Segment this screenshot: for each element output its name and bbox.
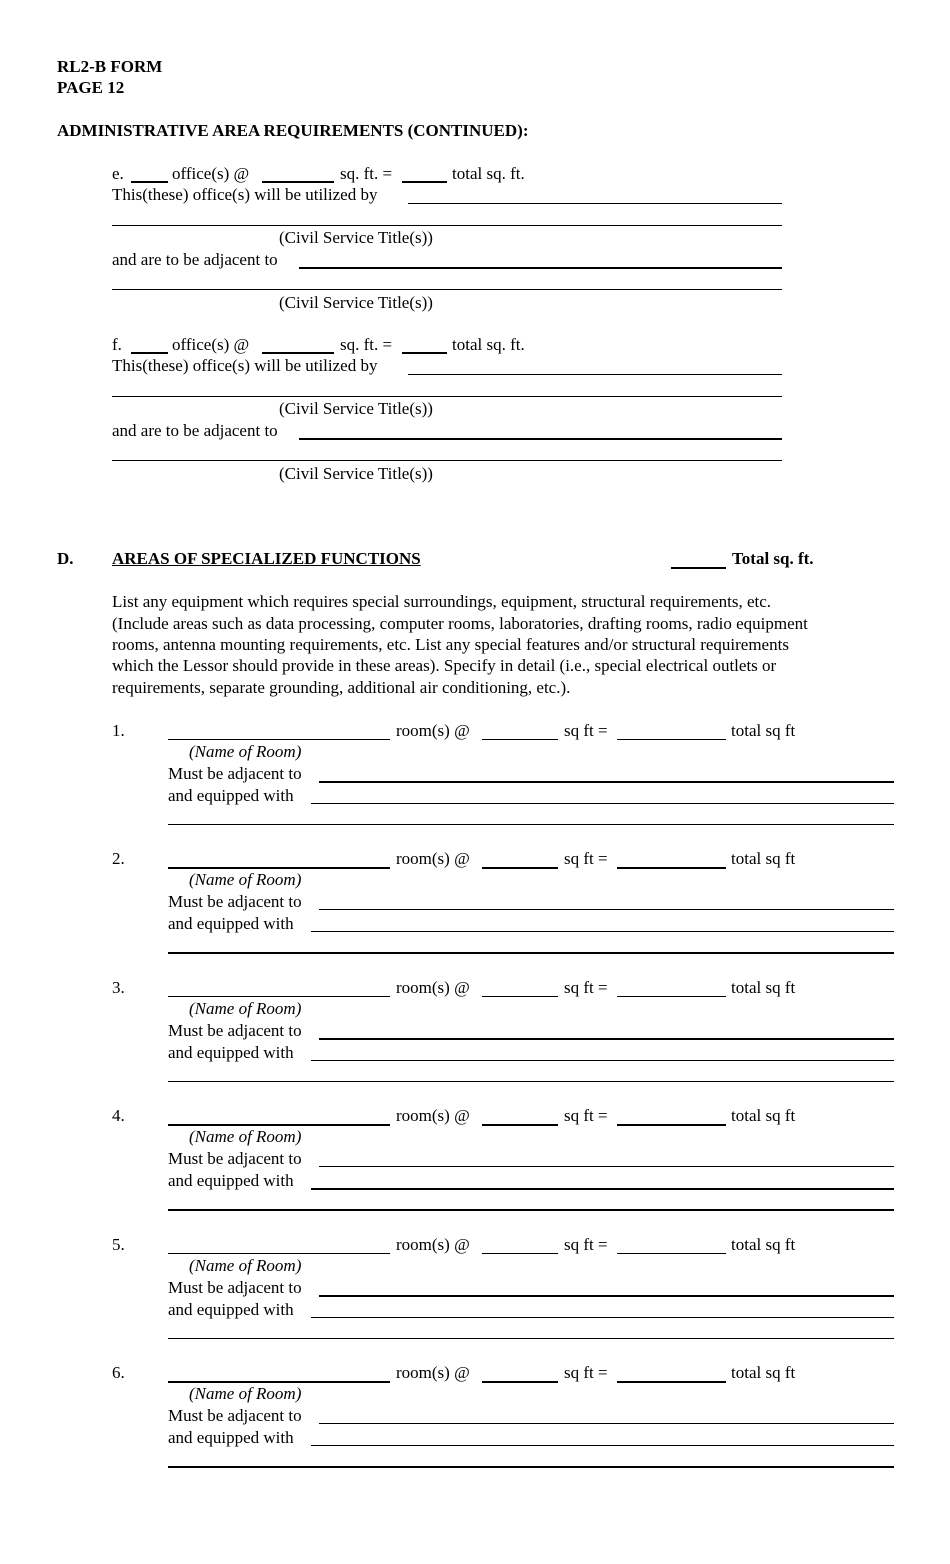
must-be-adjacent-label: Must be adjacent to <box>168 892 302 911</box>
room-adjacent-field[interactable] <box>319 1038 894 1040</box>
total-sqft-field[interactable] <box>402 181 447 183</box>
total-sqft-label: total sq. ft. <box>452 164 525 183</box>
instruction-line: which the Lessor should provide in these areas). Specify in detail (i.e., special electrical outlets or <box>112 656 777 675</box>
adjacent-to-label: and are to be adjacent to <box>112 421 278 440</box>
room-total-sqft-field[interactable] <box>617 739 726 740</box>
item-letter: f. <box>112 335 122 354</box>
room-name-field[interactable] <box>168 1124 390 1126</box>
must-be-adjacent-label: Must be adjacent to <box>168 1278 302 1297</box>
room-total-sqft-field[interactable] <box>617 1381 726 1383</box>
room-equipment-field-line2[interactable] <box>168 1209 894 1211</box>
total-sqft-label: total sq ft <box>731 978 796 997</box>
room-equipment-field-line2[interactable] <box>168 1466 894 1468</box>
room-total-sqft-field[interactable] <box>617 996 726 997</box>
room-equipment-field[interactable] <box>311 1317 894 1318</box>
room-sqft-field[interactable] <box>482 867 558 869</box>
section-d-total-label: Total sq. ft. <box>732 549 814 568</box>
room-adjacent-field[interactable] <box>319 1423 894 1424</box>
must-be-adjacent-label: Must be adjacent to <box>168 1021 302 1040</box>
adjacent-to-field[interactable] <box>299 438 782 440</box>
sqft-equals-label: sq ft = <box>564 721 608 740</box>
admin-section-title: ADMINISTRATIVE AREA REQUIREMENTS (CONTINUED): <box>57 121 529 140</box>
total-sqft-label: total sq ft <box>731 1235 796 1254</box>
instruction-line: rooms, antenna mounting requirements, etc. List any special features and/or structural requirements <box>112 635 789 654</box>
equipped-with-label: and equipped with <box>168 1171 294 1190</box>
rooms-label: room(s) @ <box>396 1235 470 1254</box>
form-id: RL2-B FORM <box>57 57 163 76</box>
instruction-line: requirements, separate grounding, additional air conditioning, etc.). <box>112 678 571 697</box>
name-of-room-caption: (Name of Room) <box>189 870 302 889</box>
utilized-by-field-line2[interactable] <box>112 225 782 226</box>
adjacent-to-field-line2[interactable] <box>112 460 782 461</box>
room-name-field[interactable] <box>168 739 390 740</box>
civil-service-title-caption: (Civil Service Title(s)) <box>279 293 433 312</box>
name-of-room-caption: (Name of Room) <box>189 742 302 761</box>
rooms-label: room(s) @ <box>396 1106 470 1125</box>
room-sqft-field[interactable] <box>482 1253 558 1254</box>
section-d-letter: D. <box>57 549 74 568</box>
room-equipment-field-line2[interactable] <box>168 1081 894 1082</box>
adjacent-to-label: and are to be adjacent to <box>112 250 278 269</box>
room-number: 2. <box>112 849 125 868</box>
total-sqft-label: total sq ft <box>731 721 796 740</box>
sqft-equals-label: sq ft = <box>564 849 608 868</box>
room-sqft-field[interactable] <box>482 996 558 997</box>
total-sqft-label: total sq. ft. <box>452 335 525 354</box>
room-number: 6. <box>112 1363 125 1382</box>
room-number: 1. <box>112 721 125 740</box>
sqft-equals-label: sq ft = <box>564 1106 608 1125</box>
adjacent-to-field[interactable] <box>299 267 782 269</box>
civil-service-title-caption: (Civil Service Title(s)) <box>279 399 433 418</box>
page-number: PAGE 12 <box>57 78 125 97</box>
instruction-line: (Include areas such as data processing, computer rooms, laboratories, drafting rooms, radio equipment <box>112 614 808 633</box>
room-sqft-field[interactable] <box>482 1381 558 1383</box>
office-sqft-field[interactable] <box>262 181 334 183</box>
equipped-with-label: and equipped with <box>168 914 294 933</box>
name-of-room-caption: (Name of Room) <box>189 1127 302 1146</box>
must-be-adjacent-label: Must be adjacent to <box>168 1149 302 1168</box>
room-total-sqft-field[interactable] <box>617 1124 726 1126</box>
room-equipment-field[interactable] <box>311 931 894 932</box>
rooms-label: room(s) @ <box>396 721 470 740</box>
room-equipment-field-line2[interactable] <box>168 1338 894 1339</box>
rooms-label: room(s) @ <box>396 849 470 868</box>
must-be-adjacent-label: Must be adjacent to <box>168 1406 302 1425</box>
room-number: 3. <box>112 978 125 997</box>
room-name-field[interactable] <box>168 1253 390 1254</box>
equipped-with-label: and equipped with <box>168 786 294 805</box>
name-of-room-caption: (Name of Room) <box>189 999 302 1018</box>
total-sqft-field[interactable] <box>402 352 447 354</box>
room-adjacent-field[interactable] <box>319 909 894 910</box>
room-equipment-field[interactable] <box>311 1060 894 1061</box>
utilized-by-field[interactable] <box>408 374 782 375</box>
offices-label: office(s) @ <box>172 335 250 354</box>
sqft-equals-label: sq ft = <box>564 1363 608 1382</box>
room-equipment-field[interactable] <box>311 803 894 804</box>
total-sqft-label: total sq ft <box>731 1106 796 1125</box>
total-sqft-label: total sq ft <box>731 1363 796 1382</box>
utilized-by-field-line2[interactable] <box>112 396 782 397</box>
utilized-by-field[interactable] <box>408 203 782 204</box>
equipped-with-label: and equipped with <box>168 1043 294 1062</box>
sqft-equals-label: sq ft = <box>564 1235 608 1254</box>
section-d-title: AREAS OF SPECIALIZED FUNCTIONS <box>112 549 421 568</box>
adjacent-to-field-line2[interactable] <box>112 289 782 290</box>
utilized-by-label: This(these) office(s) will be utilized by <box>112 356 378 375</box>
sqft-equals-label: sq ft = <box>564 978 608 997</box>
room-adjacent-field[interactable] <box>319 1295 894 1297</box>
room-number: 4. <box>112 1106 125 1125</box>
utilized-by-label: This(these) office(s) will be utilized by <box>112 185 378 204</box>
room-adjacent-field[interactable] <box>319 781 894 783</box>
sqft-equals-label: sq. ft. = <box>340 335 393 354</box>
sqft-equals-label: sq. ft. = <box>340 164 393 183</box>
room-total-sqft-field[interactable] <box>617 1253 726 1254</box>
section-d-total-field[interactable] <box>671 567 726 569</box>
room-equipment-field[interactable] <box>311 1188 894 1190</box>
name-of-room-caption: (Name of Room) <box>189 1256 302 1275</box>
equipped-with-label: and equipped with <box>168 1300 294 1319</box>
room-equipment-field-line2[interactable] <box>168 952 894 954</box>
name-of-room-caption: (Name of Room) <box>189 1384 302 1403</box>
offices-label: office(s) @ <box>172 164 250 183</box>
room-number: 5. <box>112 1235 125 1254</box>
total-sqft-label: total sq ft <box>731 849 796 868</box>
room-adjacent-field[interactable] <box>319 1166 894 1167</box>
room-sqft-field[interactable] <box>482 739 558 740</box>
civil-service-title-caption: (Civil Service Title(s)) <box>279 464 433 483</box>
must-be-adjacent-label: Must be adjacent to <box>168 764 302 783</box>
room-equipment-field[interactable] <box>311 1445 894 1446</box>
rooms-label: room(s) @ <box>396 978 470 997</box>
room-name-field[interactable] <box>168 996 390 997</box>
office-count-field[interactable] <box>131 181 168 183</box>
room-total-sqft-field[interactable] <box>617 867 726 869</box>
equipped-with-label: and equipped with <box>168 1428 294 1447</box>
room-name-field[interactable] <box>168 867 390 869</box>
rooms-label: room(s) @ <box>396 1363 470 1382</box>
room-equipment-field-line2[interactable] <box>168 824 894 825</box>
room-sqft-field[interactable] <box>482 1124 558 1126</box>
office-sqft-field[interactable] <box>262 352 334 354</box>
instruction-line: List any equipment which requires special surroundings, equipment, structural requirements, etc. <box>112 592 772 611</box>
room-name-field[interactable] <box>168 1381 390 1383</box>
office-count-field[interactable] <box>131 352 168 354</box>
item-letter: e. <box>112 164 124 183</box>
civil-service-title-caption: (Civil Service Title(s)) <box>279 228 433 247</box>
